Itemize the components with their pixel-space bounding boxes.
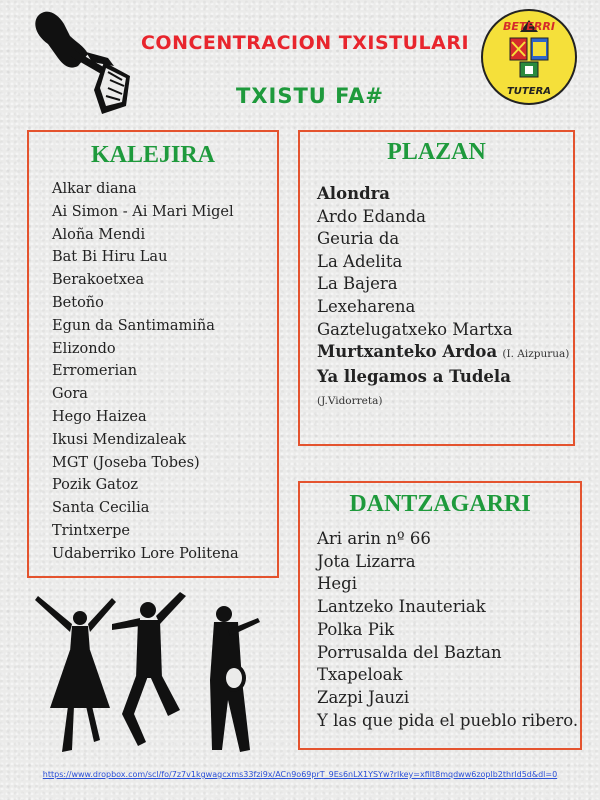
dantzagarri-item: Porrusalda del Baztan [317, 642, 502, 662]
plazan-item-name: Murtxanteko Ardoa [317, 342, 498, 362]
dantzagarri-item: Ari arin nº 66 [317, 529, 431, 548]
plazan-item-name: Gaztelugatxeko Martxa [317, 319, 513, 339]
plazan-item-name: La Adelita [317, 251, 403, 271]
kalejira-heading: KALEJIRA [90, 142, 216, 168]
plazan-item-name: Geuria da [317, 229, 400, 249]
kalejira-item: Betoño [52, 294, 104, 311]
plazan-item-author: (I. Aizpurua) [502, 348, 570, 361]
dantzagarri-item: Polka Pik [317, 619, 395, 639]
plazan-item-name: Alondra [317, 184, 390, 203]
plazan-item [317, 228, 573, 251]
plazan-item [317, 251, 573, 274]
instrument-subtitle: TXISTU FA# [236, 84, 384, 108]
plazan-item [317, 206, 573, 229]
kalejira-item: Hego Haizea [52, 408, 147, 425]
kalejira-item: Berakoetxea [52, 272, 145, 289]
kalejira-item: MGT (Joseba Tobes) [52, 454, 200, 471]
dantzagarri-item: Lantzeko Inauteriak [317, 597, 486, 617]
logo-bottom-text: TUTERA [506, 86, 552, 97]
plazan-item [317, 183, 573, 206]
kalejira-list [29, 169, 277, 566]
plazan-item-author: (J.Vidorreta) [317, 395, 383, 408]
dantzagarri-box [298, 481, 582, 750]
plazan-heading: PLAZAN [387, 139, 486, 165]
dantzagarri-item: Y las que pida el pueblo ribero. [317, 710, 579, 730]
kalejira-item: Udaberriko Lore Politena [52, 545, 239, 562]
event-title: CONCENTRACION TXISTULARI [140, 32, 470, 54]
kalejira-item: Santa Cecilia [52, 500, 150, 517]
basque-dancers-silhouette-icon [28, 590, 278, 765]
plazan-item [317, 366, 573, 413]
plazan-item-name: La Bajera [317, 274, 398, 294]
plazan-item-name: Ya llegamos a Tudela [317, 366, 511, 386]
dropbox-link[interactable]: https://www.dropbox.com/scl/fo/7z7v1kgwagcxms33fzi9x/ACn9o69prT_9Es6nLX1YSYw?rlkey=xfilt8mqdww6zoplb2thrld5d&dl=0 [42, 770, 558, 779]
dantzagarri-item: Zazpi Jauzi [317, 687, 410, 707]
kalejira-item: Pozik Gatoz [52, 477, 138, 494]
plazan-item [317, 273, 573, 296]
plazan-item [317, 319, 573, 342]
kalejira-item: Gora [52, 386, 88, 403]
plazan-item [317, 341, 573, 366]
dantzagarri-heading: DANTZAGARRI [349, 491, 531, 517]
kalejira-item: Ai Simon - Ai Mari Migel [52, 203, 234, 220]
dantzagarri-item: Txapeloak [317, 665, 403, 685]
plazan-item [317, 296, 573, 319]
plazan-item-name: Lexeharena [317, 296, 416, 316]
dantzagarri-item: Jota Lizarra [317, 551, 416, 571]
kalejira-item: Ikusi Mendizaleak [52, 431, 187, 448]
dantzagarri-list [300, 518, 580, 732]
kalejira-item: Trintxerpe [52, 522, 130, 539]
kalejira-item: Bat Bi Hiru Lau [52, 249, 168, 266]
logo-top-text: BETERRI [503, 20, 555, 33]
kalejira-item: Erromerian [52, 363, 138, 380]
kalejira-box [27, 130, 279, 578]
txistu-player-silhouette-icon [30, 6, 140, 118]
plazan-box [298, 130, 575, 446]
kalejira-item: Egun da Santimamiña [52, 317, 215, 334]
kalejira-item: Aloña Mendi [52, 226, 146, 243]
kalejira-item: Elizondo [52, 340, 116, 357]
beterri-tutera-logo [480, 8, 578, 106]
plazan-list [300, 166, 573, 413]
kalejira-item: Alkar diana [52, 181, 137, 197]
plazan-item-name: Ardo Edanda [317, 206, 427, 226]
dantzagarri-item: Hegi [317, 574, 357, 594]
